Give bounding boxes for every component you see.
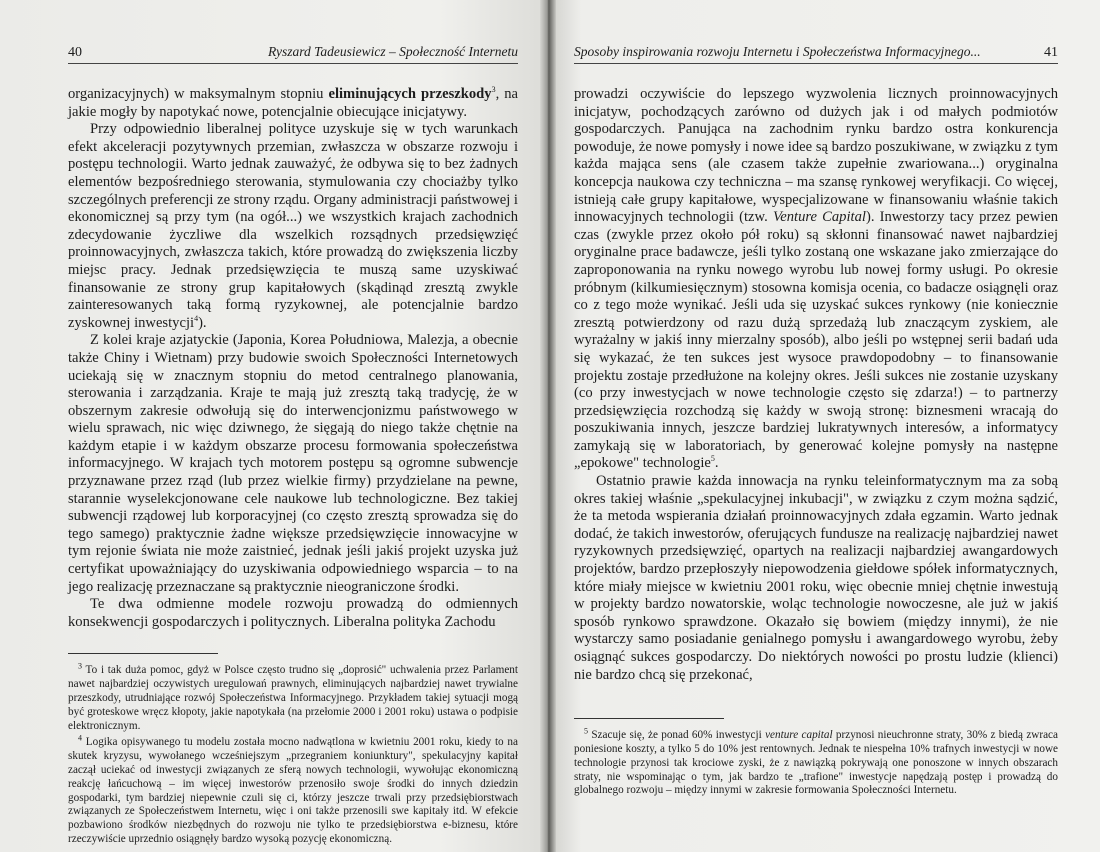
- right-page-header: [574, 44, 1058, 64]
- footnotes: [574, 726, 1058, 798]
- paragraph: Ostatnio prawie każda innowacja na rynku teleinformatycznym ma za sobą okres takiej właśnie „spekulacyjnej inkubacji", w związku z czym można sądzić, że ta metoda wspierania działań proinnowacyjnych zdała egzamin. Warto jednak dodać, że takich inwestorów, oferujących fundusze na realizację najbardziej nawet ryzykownych przedsięwzięć, opartych na realizacji najbardziej awangardowych projektów, bardzo przepłoszyły niepowodzenia giełdowe spółek informatycznych, które miały miejsce w kwietniu 2001 roku, więc obecnie mniej chętnie inwestują w projekty bardzo nowatorskie, woląc technologie nowoczesne, ale już w jakiś sposób rynkowo sprawdzone. Okazało się bowiem (między innymi), że nie wystarczy samo posiadanie genialnego pomysłu i awangardowego wyrobu, żeby osiągnąć sukces gospodarczy. Do niektórych nowości po prostu ludzie (klienci) nie bardzo chcą się przekonać,: [574, 473, 1058, 683]
- footnote-divider: [68, 653, 218, 654]
- paragraph: [68, 121, 518, 332]
- text-run: organizacyjnych) w maksymalnym stopniu: [68, 86, 329, 102]
- left-page-body: [68, 86, 518, 631]
- running-head: Ryszard Tadeusiewicz – Społeczność Internetu: [268, 44, 518, 59]
- footnotes: [68, 661, 518, 846]
- emphasis-text: Venture Capital: [772, 209, 866, 226]
- text-run: ). Inwestorzy tacy przez pewien czas (zwykle przez około pół roku) są skłonni finansować nawet najbardziej oryginalne prace badawcze, jeśli tylko zostaną one wskazane jako zmierzające do zaproponowania na rynku nowego wyrobu lub nowej formy usługi. Po okresie próbnym (kilkumiesięcznym) stosowna komisja ocenia, co badacze osiągnęli oraz co z tego może wynikać. Jeśli uda się uzyskać sukces rynkowy (nie koniecznie zresztą potwierdzony od razu dużą sprzedażą lub znaczącym zyskiem, ale wyrażalny w jakiś inny mierzalny sposób), albo jeśli po wstępnej serii badań uda się wykazać, że ten sukces jest wysoce prawdopodobny – to finansowanie projektu zostaje przedłużone na kolejny okres. Jeśli sukces nie zostanie uzyskany (co przy inwestycjach w nowe technologie często się zdarza!) – to partnerzy przedsięwzięcia rozchodzą się każdy w swoją stronę: biznesmeni wracają do poszukiwania innych, jeszcze bardziej lukratywnych interesów, a informatycy zamykają się w laboratoriach, by generować kolejne pomysły na następne „epokowe" technologie: [574, 209, 1058, 472]
- text-run: .: [714, 455, 719, 472]
- footnote-ref: 3: [491, 85, 496, 95]
- footnote-mark: 4: [78, 733, 82, 743]
- text-run: Przy odpowiednio liberalnej polityce uzyskuje się w tych warunkach efekt akceleracji pozytywnych przemian, zwłaszcza w obszarze rozwoju i postępu technologii. Warto jednak zauważyć, że odbywa się to bez żadnych elementów bezpośredniego sterowania, stymulowania czy chociażby tylko szczególnych preferencji ze strony rządu. Organy administracji państwowej i ekonomicznej są przy tym (na ogół...) we wszystkich krajach zachodnich zdecydowanie życzliwe dla wszelkich rozsądnych przedsięwzięć proinnowacyjnych, zwłaszcza takich, które prowadzą do zwiększenia liczby miejsc pracy. Jednak przedsięwzięcia te muszą same uzyskiwać finansowanie ze strony grup kapitałowych (skądinąd zresztą zwykle zainteresowanych taką formą ryzykownej, ale potencjalnie bardzo zyskownej inwestycji: [68, 121, 518, 331]
- paragraph: Te dwa odmienne modele rozwoju prowadzą do odmiennych konsekwencji gospodarczych i politycznych. Liberalna polityka Zachodu: [68, 596, 518, 630]
- paragraph: [68, 86, 518, 121]
- emphasis-text: eliminujących przeszkody: [328, 86, 492, 102]
- page-number: 41: [1044, 45, 1058, 60]
- left-page: [0, 0, 548, 852]
- footnote: [68, 733, 518, 846]
- right-page-body: [574, 86, 1058, 684]
- page-number: 40: [68, 45, 82, 60]
- text-run: prowadzi oczywiście do lepszego wyzwolenia licznych proinnowacyjnych inicjatyw, pochodzących zarówno od dużych jak i od małych podmiotów gospodarczych. Panująca na zachodnim rynku bardzo ostra konkurencja powoduje, że nowe pomysły i nowe idee są bardzo poszukiwane, w związku z tym każda mająca sens (ale czasem także zupełnie zwariowana...) oryginalna koncepcja naukowa czy techniczna – ma szansę rynkowej weryfikacji. Co więcej, istnieją całe grupy kapitałowe, wyspecjalizowane w finansowaniu właśnie takich innowacyjnych technologii (tzw.: [574, 86, 1058, 226]
- emphasis-text: venture capital: [765, 729, 833, 742]
- footnote-divider: [574, 718, 724, 719]
- text-run: ).: [198, 314, 207, 331]
- footnote-mark: 3: [78, 661, 82, 671]
- left-page-header: [68, 44, 518, 64]
- footnote-mark: 5: [584, 726, 588, 736]
- footnote: [68, 661, 518, 733]
- book-gutter: [540, 0, 556, 852]
- paragraph: [574, 86, 1058, 473]
- paragraph: Z kolei kraje azjatyckie (Japonia, Korea Południowa, Malezja, a obecnie także Chiny i Wietnam) przy budowie swoich Społeczności Internetowych uciekają się w znacznym stopniu do metod centralnego planowania, sterowania i zarządzania. Kraje te mają już zresztą taką tradycję, że w obszernym zakresie odwołują się do interwencjonizmu państwowego w wielu sprawach, nic więc dziwnego, że sięgają do niego także chętnie na każdym etapie i w każdym obszarze procesu formowania społeczeństwa informacyjnego. W krajach tych motorem postępu są ogromne subwencje przyznawane przez rząd (lub przez wielkie firmy) przydzielane na pewne, starannie wyselekcjonowane cele naukowe lub technologiczne. Bez takiej subwencji rządowej lub korporacyjnej (co często zresztą sprowadza się do tego samego) praktycznie żadne większe przedsięwzięcie innowacyjne w tym rejonie świata nie może zaistnieć, jednak jeśli jakiś projekt uzyska już certyfikat upoważniający do uzyskiwania odpowiedniego wsparcia – to na jego realizację przeznaczane są praktycznie nieograniczone środki.: [68, 332, 518, 595]
- footnote: [574, 726, 1058, 798]
- footnote-text: Szacuje się, że ponad 60% inwestycji: [588, 729, 766, 742]
- running-head: Sposoby inspirowania rozwoju Internetu i Społeczeństwa Informacyjnego...: [574, 44, 981, 59]
- footnote-text: Logika opisywanego tu modelu została mocno nadwątlona w kwietniu 2001 roku, kiedy to na skutek kryzysu, wywołanego wcześniejszym „przegraniem koniunktury", spekulacyjny kapitał zaczął uciekać od inwestycji związanych ze sferą nowych technologii, wywołując ekonomiczną reakcję łańcuchową – im więcej inwestorów przenosiło swoje środki do innych dziedzin gospodarki, tym bardziej niepewnie czuli się ci, którzy jeszcze trwali przy przedsiębiorstwach związanych ze Społeczeństwem Internetu, więc i oni także przenosili swe kapitały itd. W efekcie pozbawiono środków niezbędnych do rozwoju nie tylko te przedsiębiorstwa e-biznesu, które rzeczywiście uprzednio osiągnęły bardzo wysoką pozycję ekonomiczną.: [68, 736, 518, 845]
- right-page: [548, 0, 1100, 852]
- text-run: , na jakie mogły by napotykać nowe, potencjalnie obiecujące inicjatywy.: [68, 86, 518, 120]
- footnote-ref: 4: [194, 313, 199, 323]
- footnote-text: To i tak duża pomoc, gdyż w Polsce często trudno się „doprosić" uchwalenia przez Parlament nawet najbardziej oczywistych uregulowań prawnych, eliminujących najbardziej nawet trywialne przeszkody, utrudniające rozwój Społeczeństwa Informacyjnego. Przykładem takiej sytuacji mogą być groteskowe wręcz kłopoty, jakie napotykała (na przełomie 2000 i 2001 roku) ustawa o podpisie elektronicznym.: [68, 664, 518, 732]
- footnote-text: przynosi nieuchronne straty, 30% z biedą zwraca poniesione koszty, a tylko 5 do 10% jest rentownych. Jednak te niespełna 10% trafnych inwestycji w nowe technologie przynosi tak krociowe zyski, że z nawiązką pokrywają one ponoszone w innych obszarach straty, nie wspominając o tym, jak bardzo te „trafione" inwestycje napędzają postęp i prowadzą do globalnego rozwoju – między innymi w zakresie formowania Społeczności Internetu.: [574, 729, 1058, 797]
- footnote-ref: 5: [710, 454, 715, 464]
